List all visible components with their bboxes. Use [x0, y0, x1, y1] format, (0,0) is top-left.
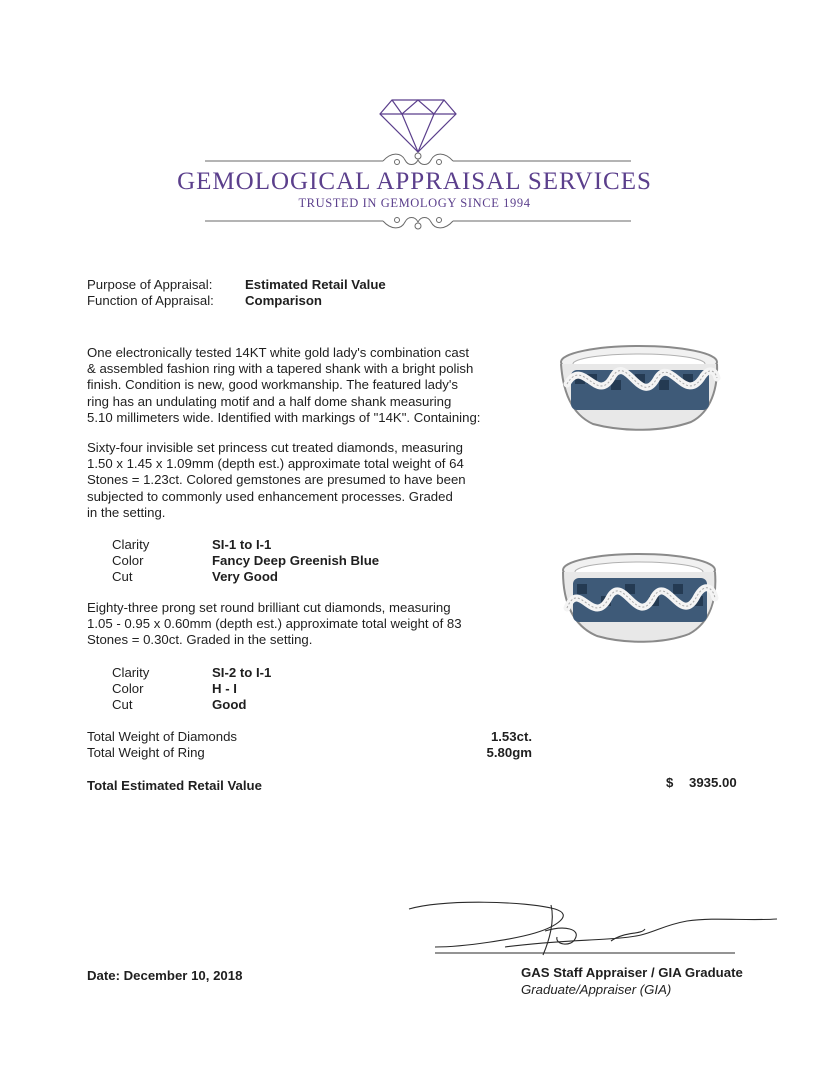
stones-2-line: Eighty-three prong set round brilliant cut diamonds, measuring [87, 600, 451, 615]
stones-1-color-value: Fancy Deep Greenish Blue [212, 553, 380, 568]
stones-2-color-value: H - I [212, 681, 237, 696]
stones-2-cut-value: Good [212, 697, 247, 712]
stones-1-line: 1.50 x 1.45 x 1.09mm (depth est.) approximate total weight of 64 [87, 456, 464, 472]
bottom-ornament-rule [205, 212, 631, 232]
stones-1-clarity-value: SI-1 to I-1 [212, 537, 272, 552]
appraiser-subtitle: Graduate/Appraiser (GIA) [521, 982, 672, 997]
stones-2-cut-label: Cut [112, 697, 133, 712]
purpose-label: Purpose of Appraisal: [87, 277, 213, 292]
description-line: ring has an undulating motif and a half dome shank measuring [87, 393, 452, 409]
total-diamonds-label: Total Weight of Diamonds [87, 729, 238, 744]
stones-2-clarity-value: SI-2 to I-1 [212, 665, 272, 680]
description-line: One electronically tested 14KT white gold lady's combination cast [87, 345, 469, 360]
stones-1-line: in the setting. [87, 504, 166, 520]
stones-2-clarity-label: Clarity [112, 665, 150, 680]
total-ring-label: Total Weight of Ring [87, 745, 205, 760]
stones-1-line: Stones = 1.23ct. Colored gemstones are presumed to have been [87, 472, 466, 488]
stones-1-description [87, 440, 497, 521]
stones-1-cut-value: Very Good [212, 569, 278, 584]
total-diamonds-value: 1.53ct. [490, 729, 532, 744]
stones-1-clarity-label: Clarity [112, 537, 150, 552]
stones-2-line: 1.05 - 0.95 x 0.60mm (depth est.) approximate total weight of 83 [87, 616, 462, 632]
function-value: Comparison [245, 293, 322, 308]
total-retail-value: 3935.00 [689, 775, 737, 790]
description [87, 345, 497, 426]
description-line: & assembled fashion ring with a tapered shank with a bright polish [87, 361, 474, 377]
top-ornament-rule [205, 150, 631, 170]
stones-2-description [87, 600, 497, 649]
signature [405, 895, 785, 965]
stones-2-color-label: Color [112, 681, 144, 696]
total-ring-value: 5.80gm [486, 745, 532, 760]
ring-image-top [553, 336, 725, 436]
company-tagline: TRUSTED IN GEMOLOGY SINCE 1994 [298, 196, 531, 210]
description-line: finish. Condition is new, good workmanship. The featured lady's [87, 377, 459, 393]
stones-1-color-label: Color [112, 553, 144, 568]
stones-2-line: Stones = 0.30ct. Graded in the setting. [87, 632, 313, 648]
function-label: Function of Appraisal: [87, 293, 214, 308]
stones-1-line: subjected to commonly used enhancement processes. Graded [87, 488, 453, 504]
description-line: 5.10 millimeters wide. Identified with markings of "14K". Containing: [87, 409, 481, 425]
currency-symbol: $ [666, 775, 674, 790]
appraiser-title: GAS Staff Appraiser / GIA Graduate [521, 965, 743, 980]
diamond-icon [378, 96, 458, 154]
stones-1-cut-label: Cut [112, 569, 133, 584]
company-name: GEMOLOGICAL APPRAISAL SERVICES [177, 168, 652, 195]
appraisal-date: Date: December 10, 2018 [87, 968, 243, 983]
stones-1-line: Sixty-four invisible set princess cut treated diamonds, measuring [87, 440, 464, 455]
total-retail-label: Total Estimated Retail Value [87, 778, 262, 793]
purpose-value: Estimated Retail Value [245, 277, 386, 292]
ring-image-bottom [553, 548, 725, 648]
